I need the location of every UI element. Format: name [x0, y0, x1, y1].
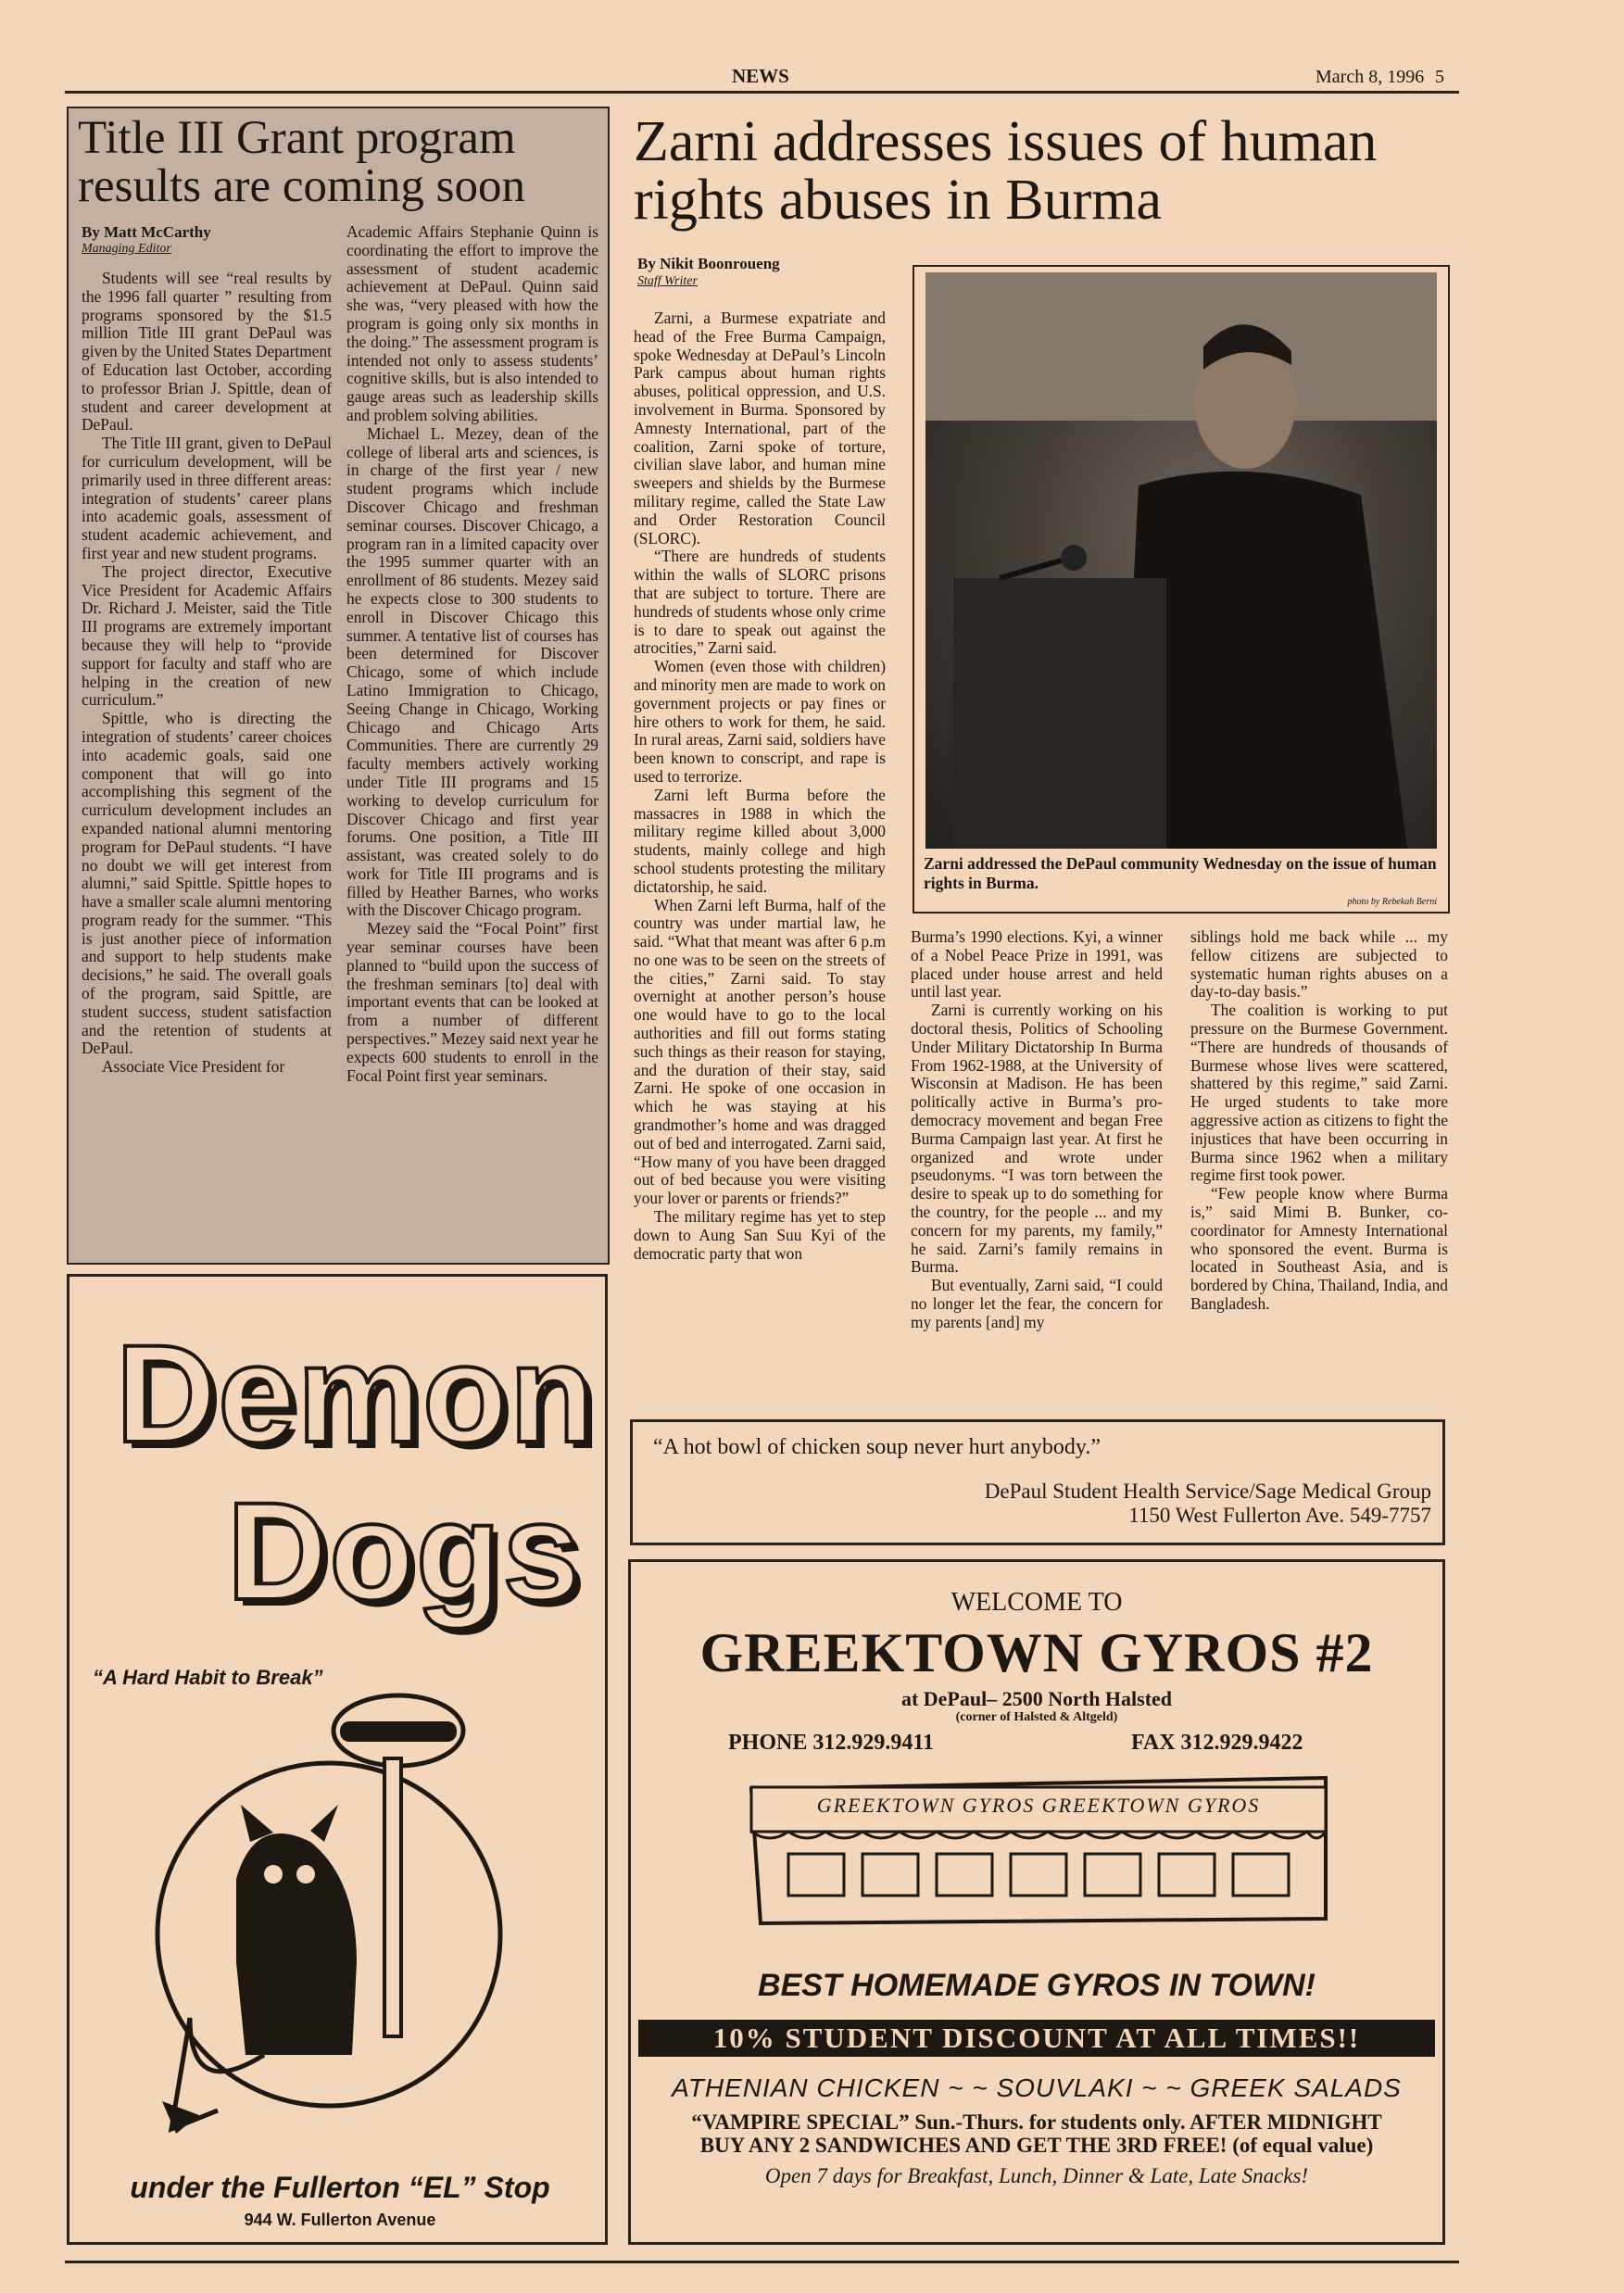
zarni-col-3: [1190, 928, 1448, 1314]
paragraph: Academic Affairs Stephanie Quinn is coordinating the effort to improve the assessment of student academic achievement at DePaul. Quinn said she was, “very pleased with how the program is going only six months in the doing.” The assessment program is intended not only to assess students’ cognitive skills, but is also intended to gauge areas such as leadership skills and problem solving abilities.: [346, 222, 598, 424]
paragraph: siblings hold me back while ... my fellow citizens are subjected to systematic human rights abuses on a day-to-day basis.”: [1190, 927, 1448, 1002]
paragraph: “There are hundreds of students within the walls of SLORC prisons that are subject to torture. There are hundreds of students whose only crime is to dare to speak out against the atrocities,” Zarni said.: [634, 547, 886, 658]
speaker-photo: [925, 272, 1437, 849]
photo-caption: Zarni addressed the DePaul community Wednesday on the issue of human rights in Burma.: [924, 854, 1437, 892]
zarni-byline-role: Staff Writer: [637, 274, 698, 288]
gyros-address: at DePaul– 2500 North Halsted: [900, 1687, 1173, 1710]
zarni-col-2: [911, 928, 1163, 1332]
gyros-discount: 10% STUDENT DISCOUNT AT ALL TIMES!!: [712, 2022, 1361, 2054]
demon-dogs-ad: [67, 1274, 608, 2245]
paragraph: Zarni is currently working on his doctoral thesis, Politics of Schooling Under Military Dictatorship In Burma From 1962-1988, at the University of Wisconsin at Madison. He has been politically active in Burma’s pro-democracy movement and began Free Burma Campaign last year. At first he organized and wrote under pseudonyms. “I was torn between the desire to speak up to do something for the country, for the people ... and my concern for my parents, my family,” he said. Zarni’s family remains in Burma.: [911, 1001, 1163, 1277]
paragraph: Spittle, who is directing the integration of students’ career choices into academic goals, said one component that will go into accomplishing this segment of the curriculum development includes an expanded national alumni mentoring program for DePaul students. “I have no doubt we will get interest from alumni,” said Spittle. Spittle hopes to have a smaller scale alumni mentoring program ready for the summer. “This is just another piece of information and support to help students make decisions,” he said. The overall goals of the program, said Spittle, are student success, student satisfaction and the retention of students at DePaul.: [82, 709, 332, 1058]
devil-mascot-icon: [134, 1666, 542, 2148]
paragraph: Burma’s 1990 elections. Kyi, a winner of a Nobel Peace Prize in 1991, was placed under house arrest and held until last year.: [911, 927, 1163, 1002]
greektown-gyros-ad: [628, 1559, 1445, 2245]
grant-col-1: [82, 270, 332, 1077]
vampire-special-label: “VAMPIRE SPECIAL”: [691, 2110, 910, 2134]
paragraph: The Title III grant, given to DePaul for curriculum development, will be primarily used in three different areas: integration of students’ career plans into academic goals, assessment of student academic achievement, and first year and new student programs.: [82, 434, 332, 562]
gyros-welcome: WELCOME TO: [950, 1588, 1123, 1617]
gyros-name: GREEKTOWN GYROS #2: [699, 1622, 1374, 1683]
zarni-byline: By Nikit Boonroueng: [637, 255, 780, 272]
gyros-phone: PHONE 312.929.9411: [728, 1731, 935, 1755]
paragraph: When Zarni left Burma, half of the country was under martial law, he said. “What that meant was after 6 p.m no one was to be seen on the streets of the cities,” Zarni said. To stay overnight at another person’s house one would have to go to the local authorities and fill out forms stating such things as their reason for staying, and the duration of their stay, said Zarni. He spoke of one occasion in which he was staying at his grandmother’s home and was dragged out of bed and interrogated. Zarni said, “How many of you have been dragged out of bed because you were visiting your lover or parents or friends?”: [634, 895, 886, 1208]
bottom-rule: [65, 2261, 1459, 2263]
zarni-col-1: [634, 309, 886, 1263]
demon-dogs-address: 944 W. Fullerton Avenue: [244, 2211, 436, 2229]
gyros-corner: (corner of Halsted & Altgeld): [955, 1710, 1118, 1724]
gyros-menu: ATHENIAN CHICKEN ~ ~ SOUVLAKI ~ ~ GREEK SALADS: [672, 2073, 1402, 2102]
photo-box: [913, 265, 1450, 913]
paragraph: Mezey said the “Focal Point” first year seminar courses have been planned to “build upon the success of the freshman seminars [to] deal with important events that can be looked at from a number of different perspectives.” Mezey said next year he expects 600 students to enroll in the Focal Point first year seminars.: [346, 919, 598, 1085]
zarni-headline: Zarni addresses issues of human rights abuses in Burma: [634, 110, 1378, 233]
paragraph: The project director, Executive Vice President for Academic Affairs Dr. Richard J. Meister, said the Title III programs are extremely important because they will help to “provide support for faculty and staff who are helping in the creation of new curriculum.”: [82, 561, 332, 710]
photo-credit: photo by Rebekah Berni: [1347, 897, 1437, 907]
demon-dogs-slogan: “A Hard Habit to Break”: [93, 1666, 323, 1689]
paragraph: “Few people know where Burma is,” said Mimi B. Bunker, co-coordinator for Amnesty International who sponsored the event. Burma is located in Southeast Asia, and is bordered by China, Thailand, India, and Bangladesh.: [1190, 1184, 1448, 1313]
masthead-rule: [65, 91, 1459, 94]
demon-dogs-title-2: Dogs: [227, 1473, 582, 1629]
paragraph: Zarni, a Burmese expatriate and head of the Free Burma Campaign, spoke Wednesday at DePaul’s Lincoln Park campus about human rights abuses, political oppression, and U.S. involvement in Burma. Sponsored by Amnesty International, part of the coalition, Zarni spoke of torture, civilian slave labor, and human mine sweepers and shields by the Burmese military regime, called the State Law and Order Restoration Council (SLORC).: [634, 309, 886, 548]
gyros-discount-banner: [638, 2020, 1435, 2057]
gyros-best: BEST HOMEMADE GYROS IN TOWN!: [758, 1968, 1316, 2003]
gyros-fax: FAX 312.929.9422: [1131, 1731, 1303, 1755]
restaurant-storefront-icon: [733, 1761, 1344, 1937]
gyros-hours: Open 7 days for Breakfast, Lunch, Dinner & Late, Late Snacks!: [764, 2164, 1309, 2187]
paragraph: The military regime has yet to step down to Aung San Suu Kyi of the democratic party that won: [634, 1207, 886, 1263]
paragraph: But eventually, Zarni said, “I could no longer let the fear, the concern for my parents [and] my: [911, 1276, 1163, 1331]
paragraph: Students will see “real results by the 1996 fall quarter ” resulting from programs sponsored by the $1.5 million Title III grant DePaul was given by the United States Department of Education last October, according to professor Brian J. Spittle, dean of student and career development at DePaul.: [82, 269, 332, 435]
section-label: NEWS: [732, 65, 789, 87]
gyros-vampire-line-1: [631, 2110, 1442, 2135]
grant-byline: By Matt McCarthy: [82, 223, 211, 241]
soup-line-1: DePaul Student Health Service/Sage Medical Group: [984, 1480, 1431, 1503]
demon-dogs-title-1: Demon: [116, 1316, 597, 1471]
speaker-silhouette-icon: [925, 272, 1437, 849]
paragraph: Michael L. Mezey, dean of the college of liberal arts and sciences, is in charge of the first year / new student programs which include Discover Chicago and freshman seminar courses. Discover Chicago, a program ran in a limited capacity over the 1995 summer quarter with an enrollment of 86 students. Mezey said he expects close to 300 students to enroll in Discover Chicago this summer. A tentative list of courses has been determined for Discover Chicago, some of which include Latino Immigration to Chicago, Seeing Change in Chicago, Working Chicago and Chicago Arts Communities. There are currently 29 faculty members actively working under Title III programs and 15 working to develop curriculum for Discover Chicago and first year forums. One position, a Title III assistant, was created solely to do work for Title III programs and is filled by Heather Barnes, who works with the Discover Chicago program.: [346, 423, 598, 920]
paragraph: Women (even those with children) and minority men are made to work on government projects or pay fines or hire others to work for them, he said. In rural areas, Zarni said, soldiers have been known to conscript, and rape is used to terrorize.: [634, 657, 886, 786]
paragraph: Associate Vice President for: [102, 1057, 285, 1077]
issue-date: March 8, 1996: [1316, 67, 1425, 87]
demon-dogs-location: under the Fullerton “EL” Stop: [130, 2171, 550, 2204]
page-number: 5: [1435, 67, 1444, 87]
vampire-special-terms: Sun.-Thurs. for students only. AFTER MIDNIGHT: [909, 2110, 1382, 2134]
grant-headline: Title III Grant program results are coming soon: [78, 112, 525, 213]
soup-quote: “A hot bowl of chicken soup never hurt anybody.”: [653, 1435, 1101, 1459]
gyros-vampire-line-2: BUY ANY 2 SANDWICHES AND GET THE 3RD FREE! (of equal value): [699, 2134, 1374, 2157]
grant-col-2: [346, 223, 598, 1085]
paragraph: Zarni left Burma before the massacres in 1988 in which the military regime killed about 3,000 students, mainly college and high school students protesting the military dictatorship, he said.: [634, 785, 886, 896]
health-service-ad: [630, 1419, 1445, 1545]
paragraph: The coalition is working to put pressure on the Burmese Government. “There are hundreds of thousands of Burmese whose lives were scattered, shattered by this regime,” said Zarni. He urged students to take more aggressive action as citizens to fight the injustices that have been occurring in Burma since 1962 when a military regime first took power.: [1190, 1001, 1448, 1185]
storefront-sign-text: GREEKTOWN GYROS GREEKTOWN GYROS: [816, 1794, 1261, 1817]
grant-byline-role: Managing Editor: [82, 242, 171, 256]
grant-article: [67, 107, 610, 1265]
soup-line-2: 1150 West Fullerton Ave. 549-7757: [1128, 1504, 1431, 1527]
